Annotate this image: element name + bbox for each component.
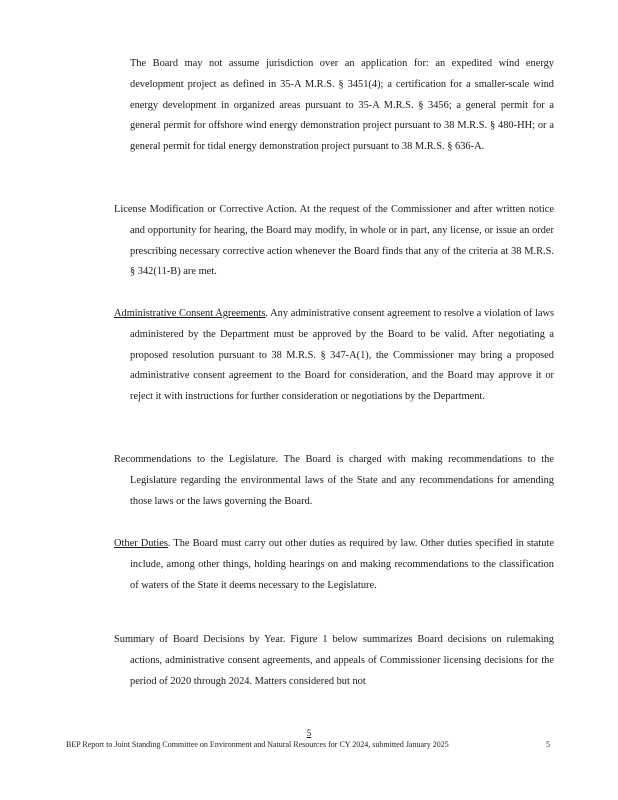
section-paragraph	[114, 304, 554, 408]
section-text: . At the request of the Commissioner and after written notice and opportunity for hearing, the Board may modify, in whole or in part, any license, or issue an order prescribing necessary corrective action whenever the Board finds that any of the criteria at 38 M.R.S. § 342(11-B) are met.	[130, 204, 554, 278]
summary-section	[114, 630, 554, 692]
section-heading: Other Duties	[114, 538, 168, 549]
section-heading: License Modification or Corrective Action	[114, 204, 295, 215]
section-heading: Summary of Board Decisions by Year.	[114, 634, 286, 645]
section-text: . The Board is charged with making recommendations to the Legislature regarding the environmental laws of the State and any recommendations for amending those laws or the laws governing the Board.	[130, 454, 554, 507]
page-footer	[66, 740, 550, 749]
section-paragraph	[114, 450, 554, 512]
footer-text: BEP Report to Joint Standing Committee on Environment and Natural Resources for CY 2024, submitted January 2025	[66, 740, 449, 749]
section-text: . Any administrative consent agreement to resolve a violation of laws administered by the Department must be approved by the Board to be valid. After negotiating a proposed resolution pursuant to 38 M.R.S. § 347-A(1), the Commissioner may bring a proposed administrative consent agreement to the Board for consideration, and the Board may approve it or reject it with instructions for further consideration or negotiations by the Department.	[130, 308, 555, 403]
license-modification-section	[114, 200, 554, 283]
consent-agreements-section	[114, 304, 554, 408]
section-paragraph	[114, 534, 554, 596]
section-heading: Administrative Consent Agreements	[114, 308, 266, 319]
recommendations-section	[114, 450, 554, 512]
section-paragraph	[114, 200, 554, 283]
section-text: Figure 1 below summarizes Board decisions on rulemaking actions, administrative consent agreements, and appeals of Commissioner licensing decisions for the period of 2020 through 2024. Matters considered but not	[130, 634, 554, 687]
section-text: . The Board must carry out other duties as required by law. Other duties specified in statute include, among other things, holding hearings on and making recommendations to the classification of waters of the State it deems necessary to the Legislature.	[130, 538, 554, 591]
section-paragraph	[114, 630, 554, 692]
jurisdiction-paragraph	[114, 54, 554, 158]
other-duties-section	[114, 534, 554, 596]
footer-page-number: 5	[546, 740, 550, 749]
section-heading: Recommendations to the Legislature	[114, 454, 276, 465]
page-number: 5	[306, 728, 312, 738]
paragraph-text: The Board may not assume jurisdiction over an application for: an expedited wind energy development project as defined in 35-A M.R.S. § 3451(4); a certification for a smaller-scale wind energy development in organized areas pursuant to 35-A M.R.S. § 3456; a general permit for a general permit for offshore wind energy demonstration project pursuant to 38 M.R.S. § 480-HH; or a general permit for tidal energy demonstration project pursuant to 38 M.R.S. § 636-A.	[130, 58, 554, 153]
